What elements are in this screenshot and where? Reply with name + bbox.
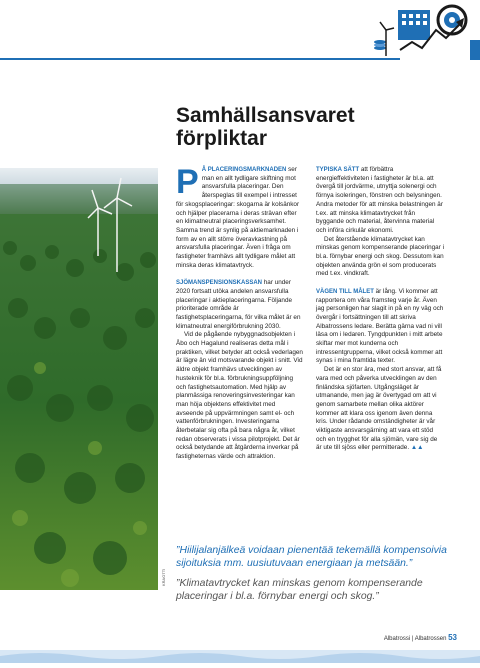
coins-icon xyxy=(374,40,386,50)
footer-wave xyxy=(0,650,480,663)
paragraph-6 xyxy=(316,288,444,366)
article-title-line1: Samhällsansvaret xyxy=(176,104,355,127)
pull-quote-swedish: ”Klimatavtrycket kan minskas genom kompenserande placeringar i bl.a. förnybar energi och skog.” xyxy=(176,578,423,602)
paragraph-7-text: Det är en stor ära, med stort ansvar, att få vara med och påverka utvecklingen av den finländska sjöfarten. Utgångsläget är utmanande, men jag är övertygad om att vi genom samarbete mellan olika aktörer kommer att klara oss igenom även denna kris. Under rådande omständigheter är vår viktigaste ansvarsgärning att vara ett stöd och en trygghet för alla sjömän, vare sig de är ute till sjöss eller permitterade. xyxy=(316,366,442,452)
building-icon xyxy=(398,10,430,40)
paragraph-2 xyxy=(176,279,304,331)
paragraph-2-text: har under 2020 fortsatt utöka andelen ansvarsfulla placeringar i aktieplaceringarna. Följande prioriterade område är fastighetsplaceringarna, för vilka målet är en klimatneutral energiförbrukning 2030. xyxy=(176,279,301,330)
lead-in-4: VÄGEN TILL MÅLET xyxy=(316,288,374,295)
lead-in-1: Å PLACERINGSMARKNADEN xyxy=(201,167,287,173)
article-column-1 xyxy=(176,163,304,462)
pull-quote-finnish: ”Hiilijalanjälkeä voidaan pienentää tekemällä kompensoivia sijoituksia mm. uusiutuvaan energiaan ja metsään.” xyxy=(176,545,447,569)
lead-in-3: TYPISKA SÄTT xyxy=(316,167,360,173)
article-title xyxy=(176,104,406,150)
page-footer xyxy=(384,633,457,642)
header-rule xyxy=(0,58,400,60)
paragraph-6-text: är lång. Vi kommer att rapportera om våra framsteg varje år. Även jag personligen har slagit in på en ny väg och övergår i fortsättningen till att skriva Albatrossens ledare. Berätta gärna vad ni vill läsa om i ledaren. Tyngdpunkten i mitt arbete skiftar mer mot kunderna och intressentgrupperna, vilket också kommer att synas i mina framtida texter. xyxy=(316,287,444,365)
paragraph-5: Det återstående klimatavtrycket kan minskas genom kompenserande placeringar i bl.a. förnybar energi och skog. Dessutom kan objekten använda grön el som producerats med t.ex. vindkraft. xyxy=(316,235,444,278)
page-number: 53 xyxy=(448,633,457,642)
end-mark-icon: ▲▲ xyxy=(410,444,424,452)
paragraph-4-text: att förbättra energieffektiviteten i fastigheter är bl.a. att övergå till jordvärme, utnyttja solenergi och förnya isoleringen, fönstren och belysningen. Andra metoder för att minska belastningen är t.ex. att minska klimatavtrycket från byggande och material, återvinna material och införa cirkulär ekonomi. xyxy=(316,166,443,234)
header-icons xyxy=(0,0,480,60)
forest-photo xyxy=(0,168,158,590)
paragraph-3: Vid de pågående nybyggnadsobjekten i Åbo och Hagalund realiseras detta mål i praktiken, vilket betyder att också vederlagen är lägre än vid motsvarande objekt i snitt. Vid äldre objekt framhävs utvecklingen av husteknik för bl.a. förbrukningsuppföljning och fastighetsautomation. Med hjälp av planmässiga renoveringsinvesteringar kan man höja objektens effektivitet med avseende på uppvärmningen samt el- och vattenförbrukningen. Investeringarna återbetalar sig ofta på bara några år, vilket redan observerats i vissa pilotprojekt. Det är också betydande att åtgärderna inverkar på fastigheternas värde och attraktion. xyxy=(176,331,303,461)
paragraph-1-text: ser man en allt tydligare skiftning mot ansvarsfulla placeringar. Den återspeglas till exempel i intresset för skogsplaceringar: skogarna är kolsänkor och hjälper placerarna i deras strävan efter en klimatneutral placeringsverksamhet. Samma trend är synlig på aktiemarknaden i form av en allt större överavkastning på ansvarsfulla placeringar. Även i fråga om fastigheter framhävs allt tydligare målet att minska deras klimatavtryck. xyxy=(176,166,300,269)
article-column-2 xyxy=(316,166,444,453)
header-graphics xyxy=(0,0,480,60)
article-title-line2: förpliktar xyxy=(176,127,268,150)
forest-photo-image xyxy=(0,168,158,590)
footer-wave-graphic xyxy=(0,650,480,663)
lead-in-2: SJÖMANSPENSIONSKASSAN xyxy=(176,280,263,287)
paragraph-4 xyxy=(316,166,444,236)
photo-credit: KRAOTTI xyxy=(161,568,166,586)
paragraph-1 xyxy=(176,163,304,270)
publication-name: Albatrossi | Albatrossen xyxy=(383,636,447,642)
wind-turbine-icon xyxy=(380,22,394,56)
drop-cap: P xyxy=(176,163,199,201)
paragraph-7 xyxy=(316,366,444,453)
